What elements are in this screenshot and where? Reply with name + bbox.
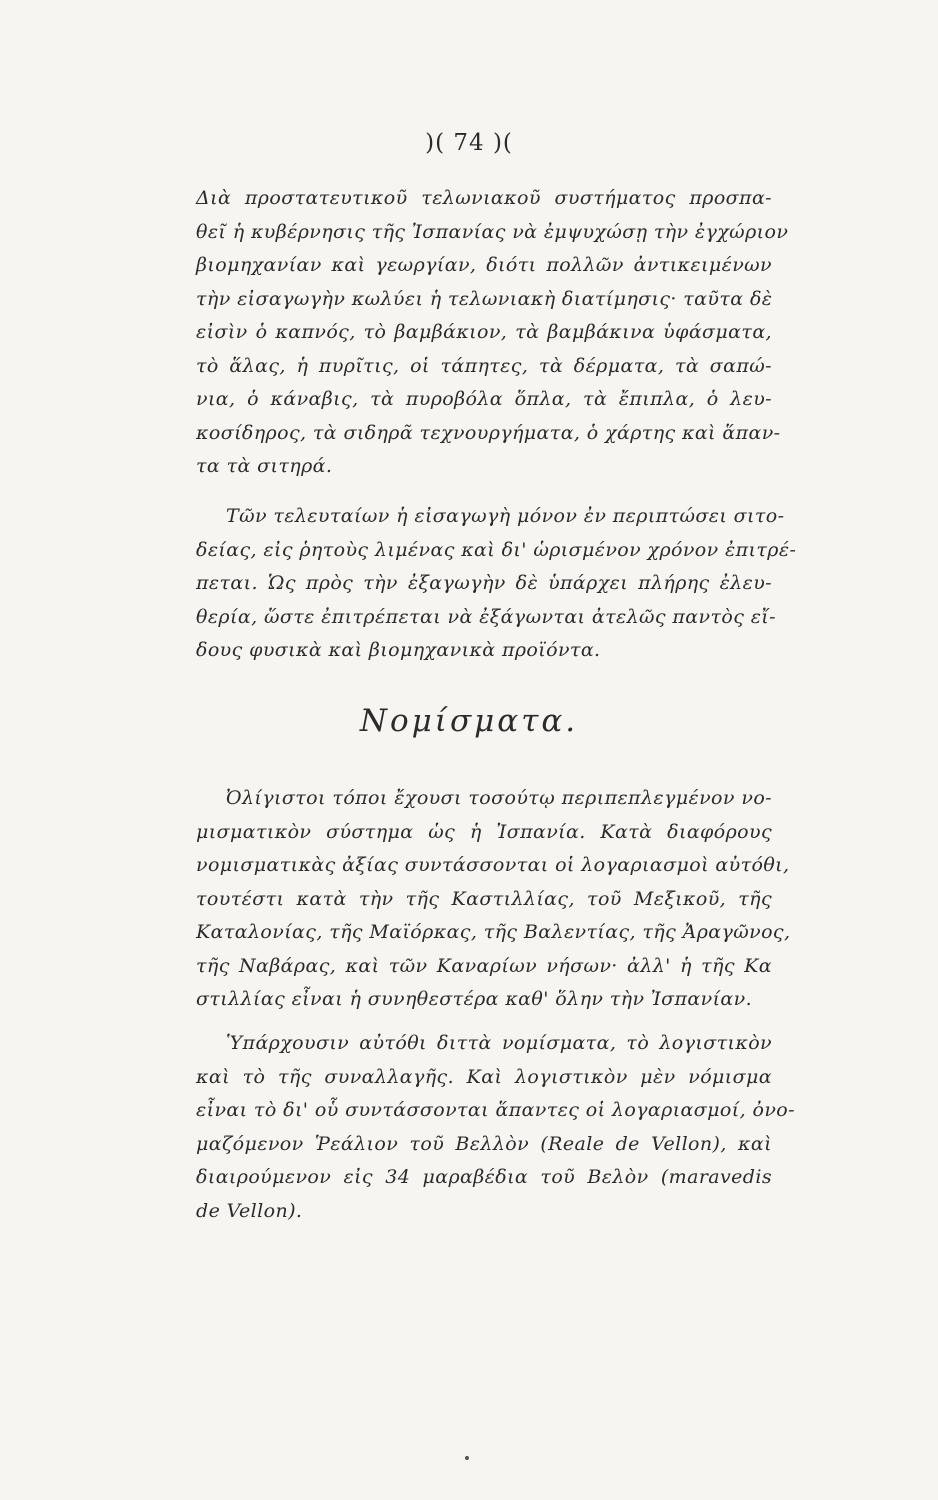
text-line: μισματικὸν σύστημα ὡς ἡ Ἰσπανία. Κατὰ διαφόρους xyxy=(196,820,772,843)
paragraph-currency-types xyxy=(196,1027,795,1228)
text-line: Τῶν τελευταίων ἡ εἰσαγωγὴ μόνον ἐν περιπτώσει σιτο- xyxy=(226,505,785,527)
text-line: στιλλίας εἶναι ἡ συνηθεστέρα καθ' ὅλην τὴν Ἰσπανίαν. xyxy=(196,988,753,1010)
text-line: Ὑπάρχουσιν αὐτόθι διττὰ νομίσματα, τὸ λογιστικὸν xyxy=(226,1032,772,1054)
text-line: εἶναι τὸ δι' οὗ συντάσσονται ἅπαντες οἱ λογαριασμοί, ὀνο- xyxy=(196,1099,795,1121)
text-line: τα τὰ σιτηρά. xyxy=(196,455,333,477)
text-line: τῆς Ναβάρας, καὶ τῶν Καναρίων νήσων· ἀλλ' ἡ τῆς Κα xyxy=(196,954,772,977)
text-line: τὴν εἰσαγωγὴν κωλύει ἡ τελωνιακὴ διατίμησις· ταῦτα δὲ xyxy=(196,287,773,310)
text-line: νια, ὁ κάναβις, τὰ πυροβόλα ὅπλα, τὰ ἔπιπλα, ὁ λευ- xyxy=(196,388,772,410)
text-line: τουτέστι κατὰ τὴν τῆς Καστιλλίας, τοῦ Μεξικοῦ, τῆς xyxy=(196,887,772,910)
text-line: τὸ ἅλας, ἡ πυρῖτις, οἱ τάπητες, τὰ δέρματα, τὰ σαπώ- xyxy=(196,354,772,377)
text-line: Καταλονίας, τῆς Μαϊόρκας, τῆς Βαλεντίας, τῆς Ἀραγῶνος, xyxy=(196,921,791,943)
text-line: βιομηχανίαν καὶ γεωργίαν, διότι πολλῶν ἀντικειμένων xyxy=(196,254,772,276)
paragraph-monetary-system xyxy=(196,782,791,1017)
text-line: Διὰ προστατευτικοῦ τελωνιακοῦ συστήματος προσπα- xyxy=(196,187,772,209)
text-line: θεῖ ἡ κυβέρνησις τῆς Ἰσπανίας νὰ ἐμψυχώσῃ τὴν ἐγχώριον xyxy=(196,220,789,243)
text-line: εἰσὶν ὁ καπνός, τὸ βαμβάκιον, τὰ βαμβάκινα ὑφάσματα, xyxy=(196,321,772,343)
text-line: δους φυσικὰ καὶ βιομηχανικὰ προϊόντα. xyxy=(196,639,601,661)
ink-speck xyxy=(465,1456,469,1460)
text-line: Ὀλίγιστοι τόποι ἔχουσι τοσούτῳ περιπεπλεγμένον νο- xyxy=(226,787,772,809)
text-line: κοσίδηρος, τὰ σιδηρᾶ τεχνουργήματα, ὁ χάρτης καὶ ἅπαν- xyxy=(196,421,781,444)
text-line: θερία, ὥστε ἐπιτρέπεται νὰ ἐξάγωνται ἀτελῶς παντὸς εἴ- xyxy=(196,605,776,628)
section-heading: Νομίσματα. xyxy=(359,703,579,739)
paragraph-trade-protection xyxy=(196,182,789,484)
text-line: πεται. Ὡς πρὸς τὴν ἐξαγωγὴν δὲ ὑπάρχει πλήρης ἐλευ- xyxy=(196,572,772,594)
text-line: μαζόμενον Ῥεάλιον τοῦ Βελλὸν (Reale de Vellon), καὶ xyxy=(196,1132,772,1155)
text-line: de Vellon). xyxy=(196,1199,303,1222)
text-line: καὶ τὸ τῆς συναλλαγῆς. Καὶ λογιστικὸν μὲν νόμισμα xyxy=(196,1065,772,1088)
page-number: )( 74 )( xyxy=(425,130,513,156)
text-line: διαιρούμενον εἰς 34 μαραβέδια τοῦ Βελὸν (maravedis xyxy=(196,1166,772,1188)
text-line: νομισματικὰς ἀξίας συντάσσονται οἱ λογαριασμοὶ αὐτόθι, xyxy=(196,854,790,876)
text-line: δείας, εἰς ῥητοὺς λιμένας καὶ δι' ὡρισμένον χρόνον ἐπιτρέ- xyxy=(196,538,797,561)
paragraph-imports-exports xyxy=(196,500,797,668)
